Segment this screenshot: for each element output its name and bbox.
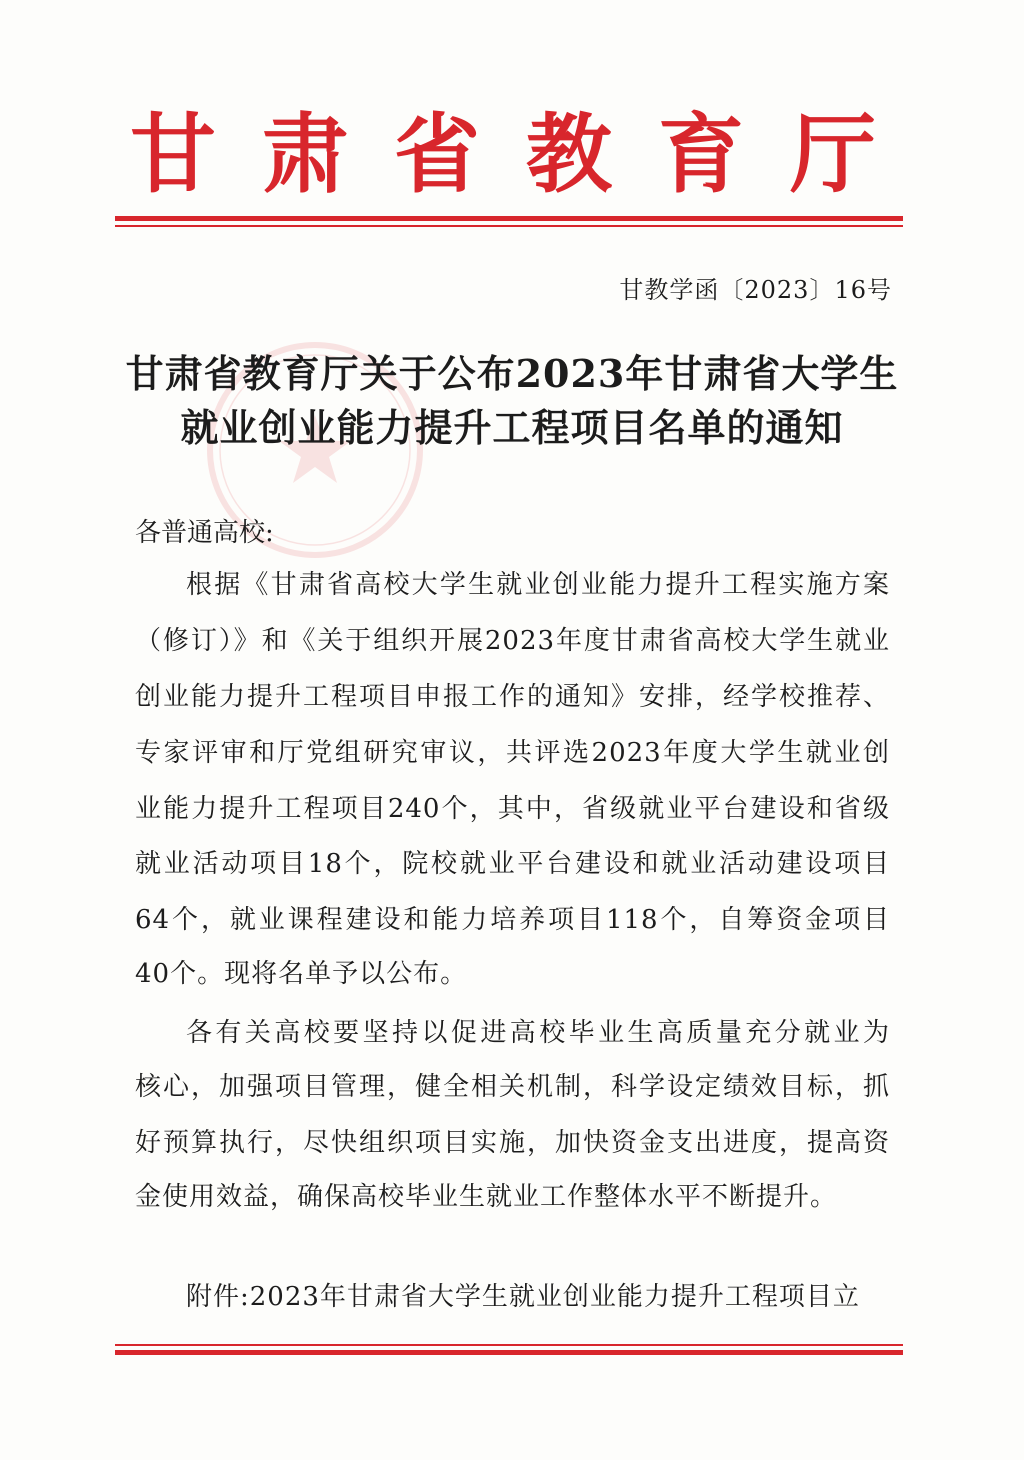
header-divider-thin — [115, 225, 903, 227]
agency-letterhead — [118, 100, 888, 210]
letterhead-char: 教 — [526, 104, 612, 205]
letterhead-char: 厅 — [790, 104, 876, 205]
paragraph-line: 就业活动项目18个，院校就业平台建设和就业活动建设项目 — [135, 849, 890, 879]
letterhead-char: 育 — [658, 104, 744, 205]
paragraph-line: 专家评审和厅党组研究审议，共评选2023年度大学生就业创 — [135, 738, 890, 768]
footer-divider-thick — [115, 1350, 903, 1355]
paragraph-line: 好预算执行，尽快组织项目实施，加快资金支出进度，提高资 — [135, 1128, 890, 1158]
salutation: 各普通高校: — [135, 518, 274, 548]
paragraph-line: 40个。现将名单予以公布。 — [135, 959, 468, 989]
document-title-line-1: 甘肃省教育厅关于公布2023年甘肃省大学生 — [125, 351, 899, 396]
paragraph-line: 根据《甘肃省高校大学生就业创业能力提升工程实施方案 — [186, 570, 890, 600]
letterhead-char: 肃 — [262, 104, 348, 205]
attachment-note: 附件:2023年甘肃省大学生就业创业能力提升工程项目立 — [186, 1282, 860, 1312]
document-title-line-2: 就业创业能力提升工程项目名单的通知 — [180, 405, 844, 450]
paragraph-line: （修订）》和《关于组织开展2023年度甘肃省高校大学生就业 — [135, 626, 890, 656]
paragraph-line: 业能力提升工程项目240个，其中，省级就业平台建设和省级 — [135, 794, 890, 824]
document-number: 甘教学函〔2023〕16号 — [619, 276, 892, 304]
paragraph-line: 64个，就业课程建设和能力培养项目118个，自筹资金项目 — [135, 905, 890, 935]
letterhead-char: 甘 — [130, 104, 216, 205]
paragraph-line: 核心，加强项目管理，健全相关机制，科学设定绩效目标，抓 — [135, 1072, 890, 1102]
header-divider-thick — [115, 216, 903, 221]
paragraph-line: 创业能力提升工程项目申报工作的通知》安排，经学校推荐、 — [135, 682, 890, 712]
footer-divider-thin — [115, 1344, 903, 1346]
paragraph-line: 各有关高校要坚持以促进高校毕业生高质量充分就业为 — [186, 1018, 890, 1048]
paragraph-line: 金使用效益，确保高校毕业生就业工作整体水平不断提升。 — [135, 1182, 838, 1212]
letterhead-char: 省 — [394, 104, 480, 205]
